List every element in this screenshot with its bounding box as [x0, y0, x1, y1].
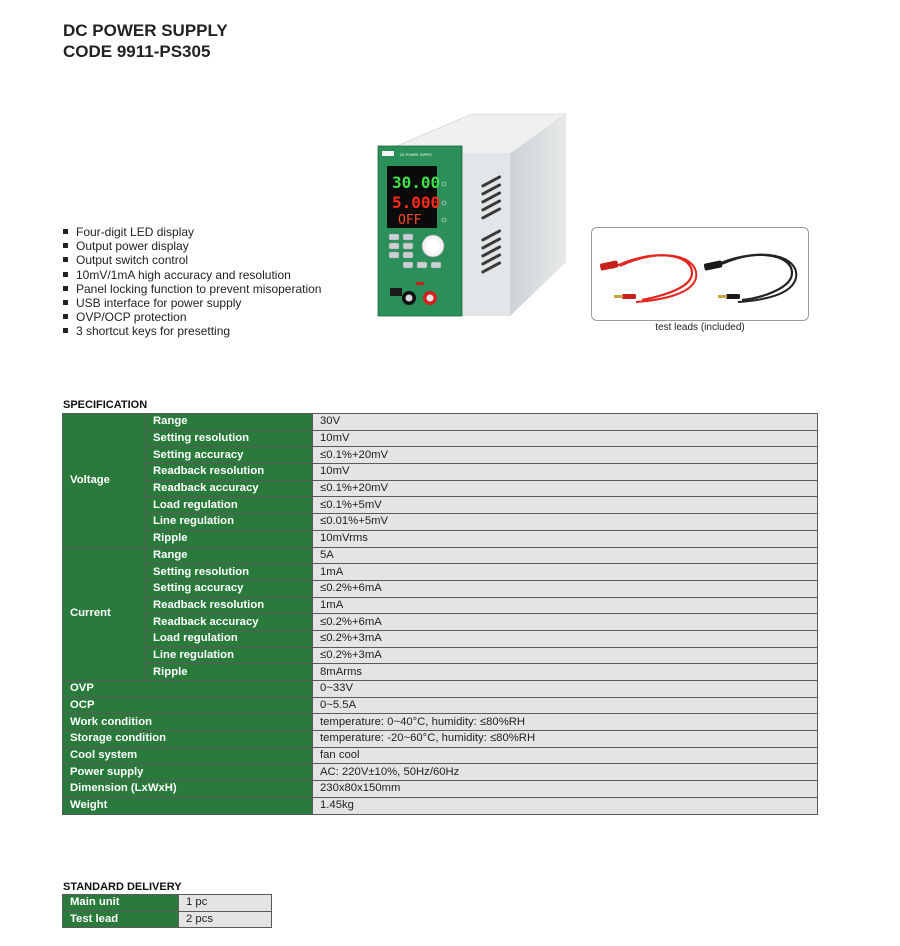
- spec-value: 10mVrms: [313, 530, 818, 547]
- table-row: [63, 447, 818, 464]
- table-row: [63, 514, 818, 531]
- test-leads-caption: test leads (included): [655, 322, 745, 333]
- brand-logo: [382, 151, 394, 156]
- spec-parameter: Weight: [63, 797, 313, 814]
- spec-value: 1.45kg: [313, 797, 818, 814]
- product-name: DC POWER SUPPLY: [63, 21, 228, 40]
- table-row: [63, 597, 818, 614]
- table-row: [63, 630, 818, 647]
- spec-parameter: Readback resolution: [146, 464, 313, 481]
- table-row: [63, 464, 818, 481]
- table-row: [63, 697, 818, 714]
- feature-item: USB interface for power supply: [62, 296, 321, 310]
- spec-value: 0~33V: [313, 681, 818, 698]
- spec-parameter: Load regulation: [146, 497, 313, 514]
- voltage-readout: 30.00: [392, 173, 441, 192]
- feature-item: Output power display: [62, 239, 321, 253]
- spec-parameter: Power supply: [63, 764, 313, 781]
- table-row: [63, 414, 818, 431]
- spec-value: temperature: 0~40°C, humidity: ≤80%RH: [313, 714, 818, 731]
- spec-value: 10mV: [313, 430, 818, 447]
- spec-parameter: Range: [146, 414, 313, 431]
- status-readout: OFF: [398, 213, 422, 228]
- spec-value: ≤0.2%+6mA: [313, 580, 818, 597]
- feature-item: Four-digit LED display: [62, 225, 321, 239]
- spec-value: 1mA: [313, 597, 818, 614]
- panel-button[interactable]: [389, 252, 399, 258]
- spec-value: 8mArms: [313, 664, 818, 681]
- delivery-quantity: 1 pc: [179, 895, 272, 912]
- table-row: [63, 480, 818, 497]
- spec-parameter: Setting accuracy: [146, 447, 313, 464]
- spec-parameter: Dimension (LxWxH): [63, 781, 313, 798]
- spec-parameter: Work condition: [63, 714, 313, 731]
- table-row: [63, 781, 818, 798]
- specification-table: [62, 413, 818, 815]
- panel-button[interactable]: [403, 234, 413, 240]
- usb-port-icon: [390, 288, 402, 296]
- spec-parameter: Cool system: [63, 747, 313, 764]
- table-row: [63, 895, 272, 912]
- spec-value: AC: 220V±10%, 50Hz/60Hz: [313, 764, 818, 781]
- table-row: [63, 580, 818, 597]
- specification-title: SPECIFICATION: [63, 399, 148, 411]
- table-row: [63, 614, 818, 631]
- power-supply-image: [376, 112, 582, 318]
- spec-parameter: Readback accuracy: [146, 480, 313, 497]
- spec-value: ≤0.2%+3mA: [313, 647, 818, 664]
- spec-parameter: Readback accuracy: [146, 614, 313, 631]
- feature-item: Panel locking function to prevent misoperation: [62, 282, 321, 296]
- spec-parameter: Line regulation: [146, 647, 313, 664]
- spec-parameter: Setting accuracy: [146, 580, 313, 597]
- table-row: [63, 681, 818, 698]
- panel-button[interactable]: [403, 252, 413, 258]
- feature-item: 3 shortcut keys for presetting: [62, 324, 321, 338]
- spec-value: 5A: [313, 547, 818, 564]
- feature-item: Output switch control: [62, 253, 321, 267]
- current-readout: 5.000: [392, 193, 441, 212]
- table-row: [63, 731, 818, 748]
- spec-value: 30V: [313, 414, 818, 431]
- spec-value: ≤0.01%+5mV: [313, 514, 818, 531]
- spec-parameter: Load regulation: [146, 630, 313, 647]
- spec-parameter: OVP: [63, 681, 313, 698]
- spec-parameter: Setting resolution: [146, 564, 313, 581]
- standard-delivery-table: [62, 894, 272, 928]
- page-title: [63, 20, 228, 62]
- spec-parameter: Ripple: [146, 530, 313, 547]
- spec-parameter: Ripple: [146, 664, 313, 681]
- panel-button[interactable]: [417, 262, 427, 268]
- table-row: [63, 647, 818, 664]
- test-leads-image: [591, 227, 809, 321]
- table-row: [63, 714, 818, 731]
- delivery-item: Test lead: [63, 911, 179, 928]
- spec-value: 10mV: [313, 464, 818, 481]
- spec-value: ≤0.1%+5mV: [313, 497, 818, 514]
- current-group-label: Current: [63, 547, 146, 681]
- table-row: [63, 497, 818, 514]
- black-test-lead-icon: [704, 255, 797, 302]
- svg-text:DC POWER SUPPLY: DC POWER SUPPLY: [400, 153, 432, 157]
- spec-value: 0~5.5A: [313, 697, 818, 714]
- spec-value: ≤0.2%+3mA: [313, 630, 818, 647]
- panel-button[interactable]: [403, 262, 413, 268]
- panel-button[interactable]: [389, 243, 399, 249]
- delivery-quantity: 2 pcs: [179, 911, 272, 928]
- table-row: [63, 764, 818, 781]
- product-code: CODE 9911-PS305: [63, 42, 211, 61]
- table-row: [63, 911, 272, 928]
- feature-item: 10mV/1mA high accuracy and resolution: [62, 268, 321, 282]
- feature-list: [62, 225, 321, 339]
- delivery-item: Main unit: [63, 895, 179, 912]
- spec-parameter: Range: [146, 547, 313, 564]
- spec-value: ≤0.1%+20mV: [313, 447, 818, 464]
- spec-parameter: OCP: [63, 697, 313, 714]
- table-row: [63, 747, 818, 764]
- spec-parameter: Setting resolution: [146, 430, 313, 447]
- feature-item: OVP/OCP protection: [62, 310, 321, 324]
- spec-parameter: Line regulation: [146, 514, 313, 531]
- spec-value: fan cool: [313, 747, 818, 764]
- standard-delivery-title: STANDARD DELIVERY: [63, 881, 182, 893]
- panel-button[interactable]: [389, 234, 399, 240]
- table-row: [63, 430, 818, 447]
- spec-parameter: Readback resolution: [146, 597, 313, 614]
- spec-value: ≤0.1%+20mV: [313, 480, 818, 497]
- table-row: [63, 564, 818, 581]
- table-row: [63, 530, 818, 547]
- spec-parameter: Storage condition: [63, 731, 313, 748]
- spec-value: 1mA: [313, 564, 818, 581]
- spec-value: temperature: -20~60°C, humidity: ≤80%RH: [313, 731, 818, 748]
- table-row: [63, 664, 818, 681]
- panel-button[interactable]: [403, 243, 413, 249]
- spec-value: 230x80x150mm: [313, 781, 818, 798]
- table-row: [63, 547, 818, 564]
- red-test-lead-icon: [600, 255, 697, 302]
- panel-button[interactable]: [431, 262, 441, 268]
- spec-value: ≤0.2%+6mA: [313, 614, 818, 631]
- voltage-group-label: Voltage: [63, 414, 146, 548]
- table-row: [63, 797, 818, 814]
